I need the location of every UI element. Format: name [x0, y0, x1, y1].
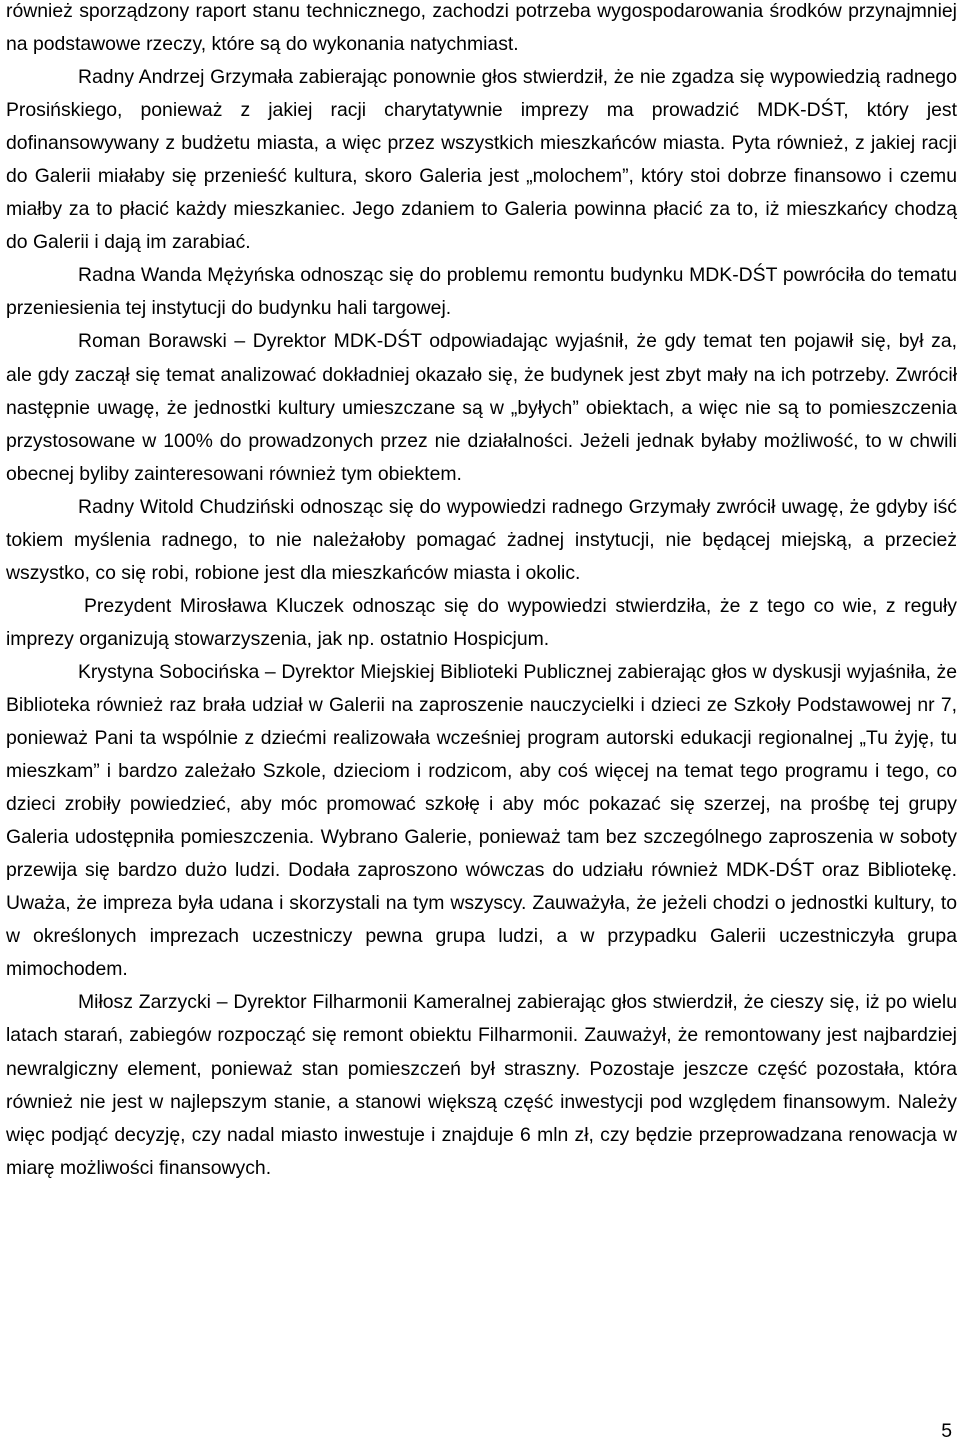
paragraph-8: Miłosz Zarzycki – Dyrektor Filharmonii Kameralnej zabierając głos stwierdził, że cieszy się, iż po wielu latach starań, zabiegów rozpocząć się remont obiektu Filharmonii. Zauważył, że remontowany jest najbardziej newralgiczny element, ponieważ stan pomieszczeń był straszny. Pozostaje jeszcze część pozostała, która również nie jest w najlepszym stanie, a stanowi większą część inwestycji pod względem finansowym. Należy więc podjąć decyzję, czy nadal miasto inwestuje i znajduje 6 mln zł, czy będzie przeprowadzana renowacja w miarę możliwości finansowych. — [6, 991, 957, 1179]
paragraph-5: Radny Witold Chudziński odnosząc się do wypowiedzi radnego Grzymały zwrócił uwagę, że gdyby iść tokiem myślenia radnego, to nie należałoby pomagać żadnej instytucji, nie będącej miejską, a przecież wszystko, co się robi, robione jest dla mieszkańców miasta i okolic. — [6, 495, 957, 584]
document-body — [6, 0, 957, 1185]
page-number: 5 — [941, 1420, 952, 1442]
paragraph-6: Prezydent Mirosława Kluczek odnosząc się do wypowiedzi stwierdziła, że z tego co wie, z reguły imprezy organizują stowarzyszenia, jak np. ostatnio Hospicjum. — [6, 594, 957, 650]
paragraph-7: Krystyna Sobocińska – Dyrektor Miejskiej Biblioteki Publicznej zabierając głos w dyskusji wyjaśniła, że Biblioteka również raz brała udział w Galerii na zaproszenie nauczycielki i dzieci ze Szkoły Podstawowej nr 7, ponieważ Pani ta wspólnie z dziećmi realizowała wcześniej program autorski edukacji regionalnej „Tu żyję, tu mieszkam” i bardzo zależało Szkole, dzieciom i rodzicom, aby coś więcej na temat tego programu i tego, co dzieci zrobiły powiedzieć, aby móc promować szkołę i aby móc pokazać się szerzej, na prośbę tej grupy Galeria udostępniła pomieszczenia. Wybrano Galerie, ponieważ tam bez szczególnego zaproszenia w soboty przewija się bardzo dużo ludzi. Dodała zaproszono wówczas do udziału również MDK-DŚT oraz Bibliotekę. Uważa, że impreza była udana i skorzystali na tym wszyscy. Zauważyła, że jeżeli chodzi o jednostki kultury, to w określonych imprezach uczestniczy pewna grupa ludzi, a w przypadku Galerii uczestniczyła grupa mimochodem. — [6, 660, 957, 981]
paragraph-3: Radna Wanda Mężyńska odnosząc się do problemu remontu budynku MDK-DŚT powróciła do tematu przeniesienia tej instytucji do budynku hali targowej. — [6, 264, 957, 320]
paragraph-1: również sporządzony raport stanu technicznego, zachodzi potrzeba wygospodarowania środków przynajmniej na podstawowe rzeczy, które są do wykonania natychmiast. — [6, 0, 957, 56]
paragraph-4: Roman Borawski – Dyrektor MDK-DŚT odpowiadając wyjaśnił, że gdy temat ten pojawił się, był za, ale gdy zaczął się temat analizować dokładniej okazało się, że budynek jest zbyt mały na ich potrzeby. Zwrócił następnie uwagę, że jednostki kultury umieszczane są w „byłych” obiektach, a więc nie są to pomieszczenia przystosowane w 100% do prowadzonych przez nie działalności. Jeżeli jednak byłaby możliwość, to w chwili obecnej byliby zainteresowani również tym obiektem. — [6, 330, 957, 485]
paragraph-2: Radny Andrzej Grzymała zabierając ponownie głos stwierdził, że nie zgadza się wypowiedzią radnego Prosińskiego, ponieważ z jakiej racji charytatywnie imprezy ma prowadzić MDK-DŚT, który jest dofinansowywany z budżetu miasta, a więc przez wszystkich mieszkańców miasta. Pyta również, z jakiej racji do Galerii miałaby się przenieść kultura, skoro Galeria jest „molochem”, który stoi dobrze finansowo i czemu miałby za to płacić każdy mieszkaniec. Jego zdaniem to Galeria powinna płacić za to, iż mieszkańcy chodzą do Galerii i dają im zarabiać. — [6, 66, 957, 254]
